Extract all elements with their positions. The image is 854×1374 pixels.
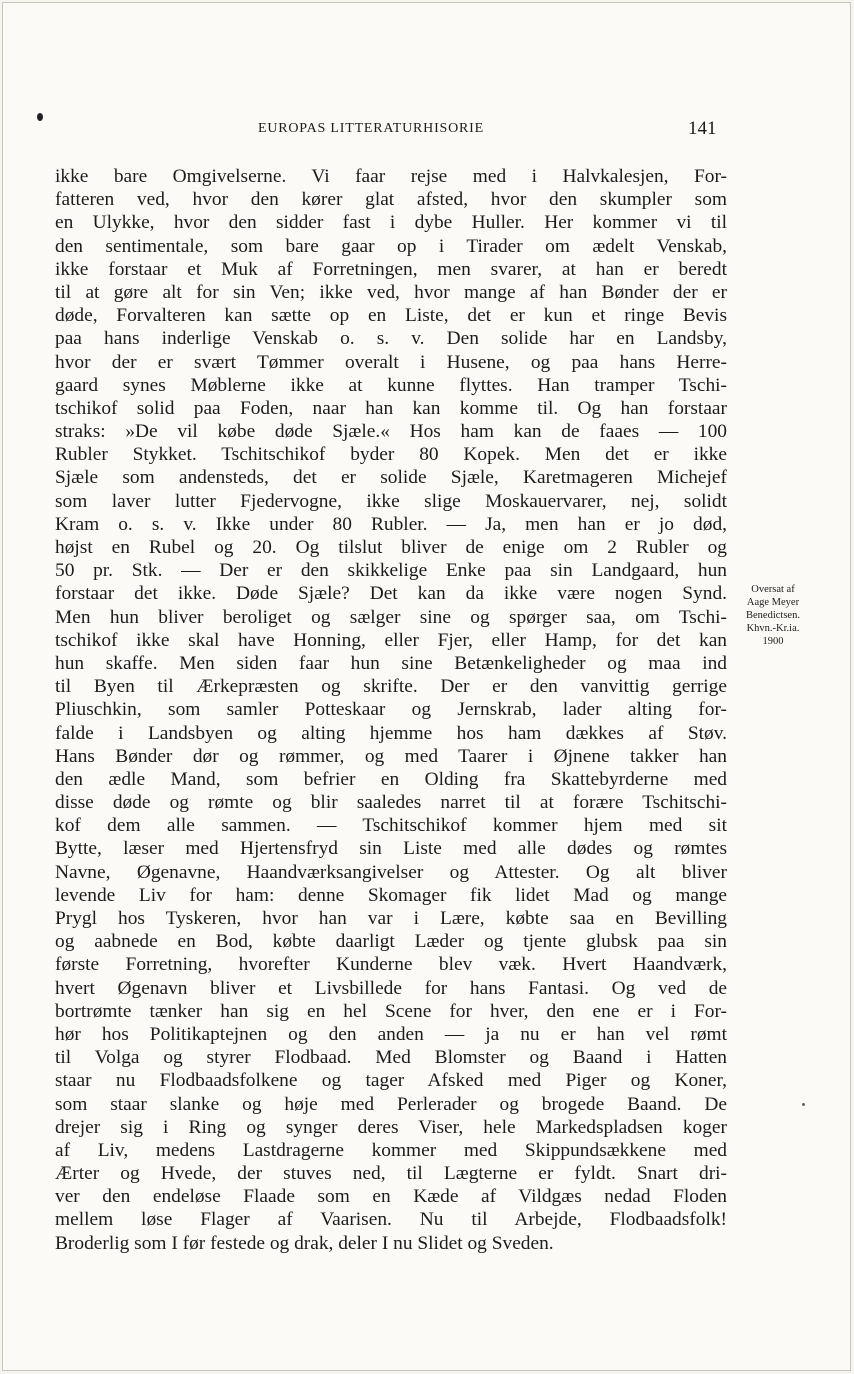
text-line: Prygl hos Tyskeren, hvor han var i Lære, købte saa en Bevilling bbox=[55, 908, 727, 929]
text-line: og aabnede en Bod, købte daarligt Læder og tjente glubsk paa sin bbox=[55, 931, 727, 953]
text-line: den ædle Mand, som befrier en Olding fra Skattebyrderne med bbox=[55, 768, 727, 790]
text-line-last: Broderlig som I før festede og drak, deler I nu Slidet og Sveden. bbox=[55, 1232, 554, 1254]
margin-note-line: Aage Meyer bbox=[746, 597, 800, 608]
text-line: Rubler Stykket. Tschitschikof byder 80 Kopek. Men det er ikke bbox=[55, 444, 727, 466]
text-line: Hans Bønder dør og rømmer, og med Taarer i Øjnene takker han bbox=[55, 745, 727, 767]
text-line: hvor der er svært Tømmer overalt i Husene, og paa hans Herre- bbox=[55, 351, 727, 373]
text-line: til Volga og styrer Flodbaad. Med Blomster og Baand i Hatten bbox=[55, 1047, 727, 1069]
text-line: paa hans inderlige Venskab o. s. v. Den solide har en Landsby, bbox=[55, 328, 727, 350]
running-title: EUROPAS LITTERATURHISORIE bbox=[258, 121, 484, 136]
text-line: Kram o. s. v. Ikke under 80 Rubler. — Ja, men han er jo død, bbox=[55, 513, 727, 535]
text-line: forstaar det ikke. Døde Sjæle? Det kan da ikke være nogen Synd. bbox=[55, 583, 727, 605]
text-line: Pliuschkin, som samler Potteskaar og Jernskrab, lader alting for- bbox=[55, 699, 727, 721]
text-line: ikke bare Omgivelserne. Vi faar rejse med i Halvkalesjen, For- bbox=[55, 166, 727, 187]
text-line: tschikof ikke skal have Honning, eller Fjer, eller Hamp, for det kan bbox=[55, 629, 727, 651]
text-line: som laver lutter Fjedervogne, ikke slige Moskauervarer, nej, solidt bbox=[55, 490, 727, 512]
text-line: straks: »De vil købe døde Sjæle.« Hos ham kan de faaes — 100 bbox=[55, 421, 727, 443]
body-text bbox=[55, 165, 727, 1255]
text-line: Navne, Øgenavne, Haandværksangivelser og Attester. Og alt bliver bbox=[55, 861, 727, 883]
text-line: Bytte, læser med Hjertensfryd sin Liste med alle dødes og rømtes bbox=[55, 838, 727, 860]
text-line: hvert Øgenavn bliver et Livsbillede for hans Fantasi. Og ved de bbox=[55, 977, 727, 999]
text-line: kof dem alle sammen. — Tschitschikof kommer hjem med sit bbox=[55, 815, 727, 837]
text-line: en Ulykke, hvor den sidder fast i dybe Huller. Her kommer vi til bbox=[55, 212, 727, 234]
text-line: disse døde og rømte og blir saaledes narret til at forære Tschitschi- bbox=[55, 792, 727, 814]
margin-note-line: Khvn.-Kr.ia. bbox=[746, 623, 800, 634]
text-line: 50 pr. Stk. — Der er den skikkelige Enke paa sin Landgaard, hun bbox=[55, 560, 727, 582]
text-line: tschikof solid paa Foden, naar han kan komme til. Og han forstaar bbox=[55, 397, 727, 419]
stray-mark bbox=[802, 1103, 805, 1106]
text-line: Men hun bliver beroliget og sælger sine og spørger saa, om Tschi- bbox=[55, 606, 727, 628]
text-line: ikke forstaar et Muk af Forretningen, men svarer, at han er beredt bbox=[55, 258, 727, 280]
text-line: levende Liv for ham: denne Skomager fik lidet Mad og mange bbox=[55, 884, 727, 906]
text-line: staar nu Flodbaadsfolkene og tager Afsked med Piger og Koner, bbox=[55, 1070, 727, 1092]
text-line: til at gøre alt for sin Ven; ikke ved, hvor mange af han Bønder der er bbox=[55, 281, 727, 303]
margin-note-line: Oversat af bbox=[751, 584, 795, 595]
text-line: hør hos Politikaptejnen og den anden — ja nu er han vel rømt bbox=[55, 1023, 727, 1045]
text-line: falde i Landsbyen og alting hjemme hos ham dækkes af Støv. bbox=[55, 722, 727, 744]
text-line: Ærter og Hvede, der stuves ned, til Lægterne er fyldt. Snart dri- bbox=[55, 1163, 727, 1185]
text-line: som staar slanke og høje med Perlerader og brogede Baand. De bbox=[55, 1093, 727, 1115]
text-line: af Liv, medens Lastdragerne kommer med Skippundsækkene med bbox=[55, 1139, 727, 1161]
text-line: hun skaffe. Men siden faar hun sine Betænkeligheder og maa ind bbox=[55, 652, 727, 674]
text-line: døde, Forvalteren kan sætte op en Liste, det er kun et ringe Bevis bbox=[55, 305, 727, 327]
text-line: den sentimentale, som bare gaar op i Tirader om ædelt Venskab, bbox=[55, 235, 727, 257]
text-line: første Forretning, hvorefter Kunderne blev væk. Hvert Haandværk, bbox=[55, 954, 727, 976]
text-line: mellem løse Flager af Vaarisen. Nu til Arbejde, Flodbaadsfolk! bbox=[55, 1209, 727, 1231]
text-line: gaard synes Møblerne ikke at kunne flyttes. Han tramper Tschi- bbox=[55, 374, 727, 396]
margin-note-line: 1900 bbox=[762, 636, 784, 647]
text-line: drejer sig i Ring og synger deres Viser, hele Markedspladsen koger bbox=[55, 1116, 727, 1138]
ink-blot bbox=[37, 113, 43, 121]
text-line: fatteren ved, hvor den kører glat afsted, hvor den skumpler som bbox=[55, 189, 727, 211]
margin-note bbox=[732, 583, 814, 648]
text-line: Sjæle som andensteds, det er solide Sjæle, Karetmageren Michejef bbox=[55, 467, 727, 489]
text-line: ver den endeløse Flaade som en Kæde af Vildgæs nedad Floden bbox=[55, 1186, 727, 1208]
page-number: 141 bbox=[688, 118, 717, 139]
text-line: til Byen til Ærkepræsten og skrifte. Der er den vanvittig gerrige bbox=[55, 676, 727, 698]
text-line: højst en Rubel og 20. Og tilslut bliver de enige om 2 Rubler og bbox=[55, 537, 727, 558]
margin-note-line: Benedictsen. bbox=[746, 610, 800, 621]
text-line: bortrømte tænker han sig en hel Scene for hver, den ene er i For- bbox=[55, 1000, 727, 1022]
